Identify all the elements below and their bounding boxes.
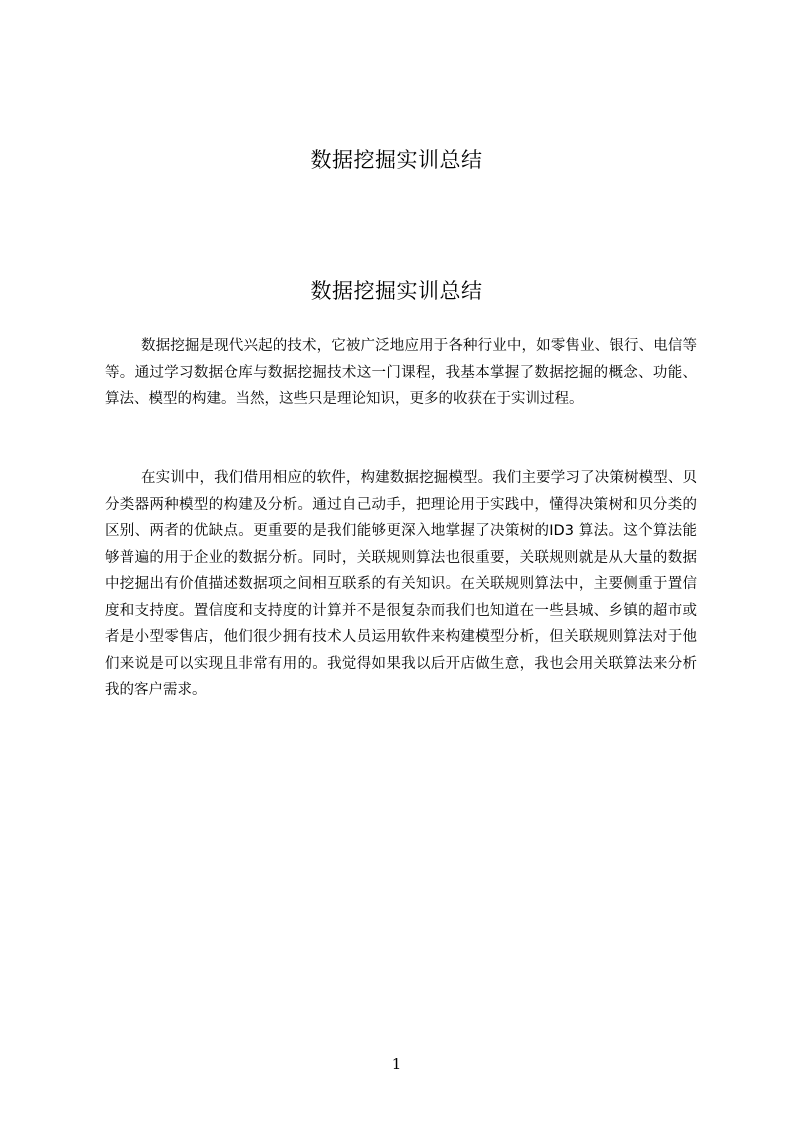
header-title: 数据挖掘实训总结	[310, 148, 483, 172]
page-number: 1	[391, 1055, 402, 1073]
page-title: 数据挖掘实训总结	[310, 279, 483, 303]
paragraph-training: 在实训中，我们借用相应的软件，构建数据挖掘模型。我们主要学习了决策树模型、贝分类器两种模型的构建及分析。通过自己动手，把理论用于实践中，懂得决策树和贝分类的区别、两者的优缺点。更重要的是我们能够更深入地掌握了决策树的ID3 算法。这个算法能够普遍的用于企业的数据分析。同时，关联规则算法也很重要，关联规则就是从大量的数据中挖掘出有价值描述数据项之间相互联系的有关知识。在关联规则算法中，主要侧重于置信度和支持度。置信度和支持度的计算并不是很复杂而我们也知道在一些县城、乡镇的超市或者是小型零售店，他们很少拥有技术人员运用软件来构建模型分析，但关联规则算法对于他们来说是可以实现且非常有用的。我觉得如果我以后开店做生意，我也会用关联算法来分析我的客户需求。	[105, 470, 697, 698]
paragraph-intro: 数据挖掘是现代兴起的技术，它被广泛地应用于各种行业中，如零售业、银行、电信等等。通过学习数据仓库与数据挖掘技术这一门课程，我基本掌握了数据挖掘的概念、功能、算法、模型的构建。当然，这些只是理论知识，更多的收获在于实训过程。	[105, 338, 697, 407]
